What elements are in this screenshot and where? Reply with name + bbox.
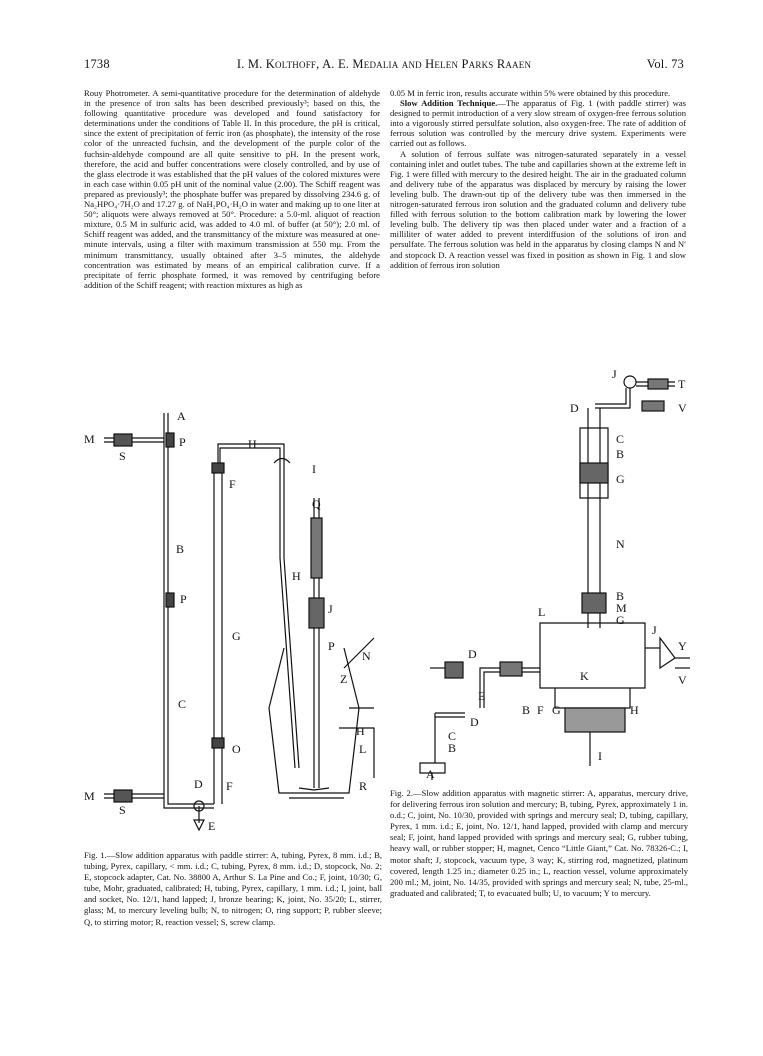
page-number: 1738 xyxy=(84,57,110,71)
label-D3: D xyxy=(470,715,479,729)
label-J: J xyxy=(328,602,333,616)
label-S: S xyxy=(119,449,126,463)
label-O: O xyxy=(232,742,241,756)
paragraph: Rouy Photrometer. A semi-quantitative procedure for the determination of aldehyde in the presence of iron salts has been described previously³; based on this, the following quantitative procedure was developed and found satisfactory for determinations under the conditions of Table II. In this procedure, the pH is critical, since the extent of precipitation of ferric iron (as phosphate), the intensity of the rose color of the unreacted fuchsin, and the development of the purple color of the fuchsin-aldehyde compound are all quite sensitive to pH. In the present work, therefore, the acid and buffer concentrations were closely controlled, and by use of the glass electrode it was established that the pH values of the colored mixtures were in each case within 0.05 pH unit of the nominal value (2.00). The Schiff reagent was prepared as previously³; the phosphate buffer was prepared by dissolving 234.6 g. of Na₂HPO₄·7H₂O and 17.27 g. of NaH₂PO₄·H₂O in water and making up to one liter at 50°; aliquots were always removed at 50°. Procedure: a 5.0-ml. aliquot of reaction mixture, 0.5 M in sulfuric acid, was added to 4.0 ml. of buffer (at 50°); 2.0 ml. of Schiff reagent was added, and the transmittancy of the mixture was measured at one-minute intervals, using a filter with maximum transmission at 550 mμ. From the minimum transmittancy, usually obtained after 3–5 minutes, the aldehyde concentration was estimated by means of an empirical calibration curve. If a precipitate of ferric phosphate formed, it was removed by centrifuging before addition of the Schiff reagent; with reaction mixtures as high as xyxy=(84,88,380,290)
label-R: R xyxy=(359,779,368,793)
label-C: C xyxy=(178,697,187,711)
label-K: K xyxy=(580,669,589,683)
label-B3: B xyxy=(522,703,531,717)
label-A: A xyxy=(177,409,186,423)
label-P3: P xyxy=(328,639,335,653)
label-Y: Y xyxy=(678,639,687,653)
label-G: G xyxy=(232,629,241,643)
label-E: E xyxy=(478,689,486,703)
label-V: V xyxy=(678,401,687,415)
label-B4: B xyxy=(448,741,457,755)
label-I: I xyxy=(598,749,602,763)
paragraph: 0.05 M in ferric iron, results accurate within 5% were obtained by this procedure. xyxy=(390,88,671,98)
label-V2: V xyxy=(678,673,687,687)
label-J2: J xyxy=(652,623,657,637)
label-P: P xyxy=(179,435,186,449)
label-H2: H xyxy=(292,569,301,583)
label-P2: P xyxy=(180,592,187,606)
label-N: N xyxy=(616,537,625,551)
figure-2-caption: Fig. 2.—Slow addition apparatus with magnetic stirrer: A, apparatus, mercury drive, for delivering ferrous iron solution and mercury; B, tubing, Pyrex, approximately 1 in. o.d.; C, joint, No. 10/30, provided with springs and mercury seal; D, tubing, capillary, Pyrex, 1 mm. i.d.; E, joint, No. 12/1, hand lapped, provided with clamp and mercury seal; F, joint, hand lapped provided with springs and mercury seal; G, rubber tubing, heavy wall, or rubber stopper; H, magnet, Cenco “Little Giant,” Cat. No. 78326-C.; I, motor shaft; J, stopcock, vacuum type, 3 way; K, stirring rod, magnetized, platinum covered, length 1.25 in.; diameter 0.25 in.; L, reaction vessel, volume approximately 200 ml.; M, joint, No. 14/35, provided with springs and mercury seal; N, tube, 25-ml., graduated and calibrated; T, to evacuated bulb; U, to vacuum; Y to mercury. xyxy=(390,788,688,898)
label-H: H xyxy=(630,703,639,717)
label-S2: S xyxy=(119,803,126,817)
label-C2: C xyxy=(448,729,457,743)
label-D: D xyxy=(194,777,203,791)
label-B: B xyxy=(616,447,625,461)
figure-2-drawing xyxy=(390,368,690,780)
label-Q: Q xyxy=(312,497,321,511)
label-T: T xyxy=(678,377,686,391)
running-authors: I. M. Kolthoff, A. E. Medalia and Helen Parks Raaen xyxy=(236,57,532,71)
figure-1-caption: Fig. 1.—Slow addition apparatus with paddle stirrer: A, tubing, Pyrex, 8 mm. i.d.; B, tubing, Pyrex, capillary, < mm. i.d.; C, tubing, Pyrex, 8 mm. i.d.; D, stopcock, No. 2; E, stopcock adapter, Cat. No. 38800 A, Arthur S. La Pine and Co.; F, joint, 10/30; G, tube, Mohr, graduated, calibrated; H, tubing, Pyrex, capillary, 1 mm. i.d.; I, joint, ball and socket, No. 12/1, hand lapped; J, bronze bearing; K, joint, No. 35/20; L, stirrer, glass; M, to mercury leveling bulb; N, to nitrogen; O, ring support; P, rubber sleeve; Q, to stirring motor; R, reaction vessel; S, screw clamp. xyxy=(84,850,382,927)
label-H3: H xyxy=(356,724,365,738)
paragraph xyxy=(390,98,686,148)
left-column-text xyxy=(84,88,380,290)
paragraph: A solution of ferrous sulfate was nitrogen-saturated separately in a vessel containing inlet and outlet tubes. The tube and capillaries shown at the extreme left in Fig. 1 were filled with mercury to the desired height. The air in the graduated column and delivery tube of the apparatus was displaced by mercury by raising the lower leveling bulb. The drawn-out tip of the delivery tube was then immersed in the nitrogen-saturated ferrous iron solution and the graduated column and delivery tube filled with ferrous solution to the bottom calibration mark by lowering the lower leveling bulb. The delivery tip was then placed under water and a fraction of a milliliter of water added to prevent interdiffusion of the solutions of iron and persulfate. The ferrous solution was held in the apparatus by closing clamps N and N′ and stopcock D. A reaction vessel was fixed in position as shown in Fig. 1 and slow addition of ferrous iron solution xyxy=(390,148,686,270)
label-G3: G xyxy=(552,703,561,717)
label-G: G xyxy=(616,472,625,486)
label-Z: Z xyxy=(340,672,348,686)
figure-1-drawing xyxy=(84,408,384,838)
label-D: D xyxy=(570,401,579,415)
right-column-text xyxy=(390,88,686,270)
label-M: M xyxy=(616,601,627,615)
label-D2: D xyxy=(468,647,477,661)
label-B: B xyxy=(176,542,185,556)
page-header xyxy=(84,57,684,73)
label-M: M xyxy=(84,432,95,446)
label-L: L xyxy=(359,742,367,756)
figure-1-apparatus-diagram xyxy=(84,408,384,838)
label-F2: F xyxy=(226,779,233,793)
label-H: H xyxy=(248,437,257,451)
figure-2-apparatus-diagram xyxy=(390,368,690,780)
label-N: N xyxy=(362,649,371,663)
paragraph-body: —The apparatus of Fig. 1 (with paddle stirrer) was designed to permit introduction of a very slow stream of oxygen-free ferrous solution into a vigorously stirred persulfate solution, also oxygen-free. The rate of addition of ferrous solution was controlled by the mercury drive system. Experiments were carried out as follows. xyxy=(390,98,686,149)
label-L: L xyxy=(538,605,546,619)
label-M2: M xyxy=(84,789,95,803)
label-E: E xyxy=(208,819,216,833)
label-A: A xyxy=(426,767,435,780)
label-I: I xyxy=(312,462,316,476)
label-J: J xyxy=(612,368,617,381)
label-F: F xyxy=(229,477,236,491)
label-C: C xyxy=(616,432,625,446)
volume-label: Vol. 73 xyxy=(646,57,684,71)
label-B2: B xyxy=(616,589,625,603)
label-G2: G xyxy=(616,613,625,627)
label-F: F xyxy=(537,703,544,717)
section-heading: Slow Addition Technique. xyxy=(400,98,498,109)
